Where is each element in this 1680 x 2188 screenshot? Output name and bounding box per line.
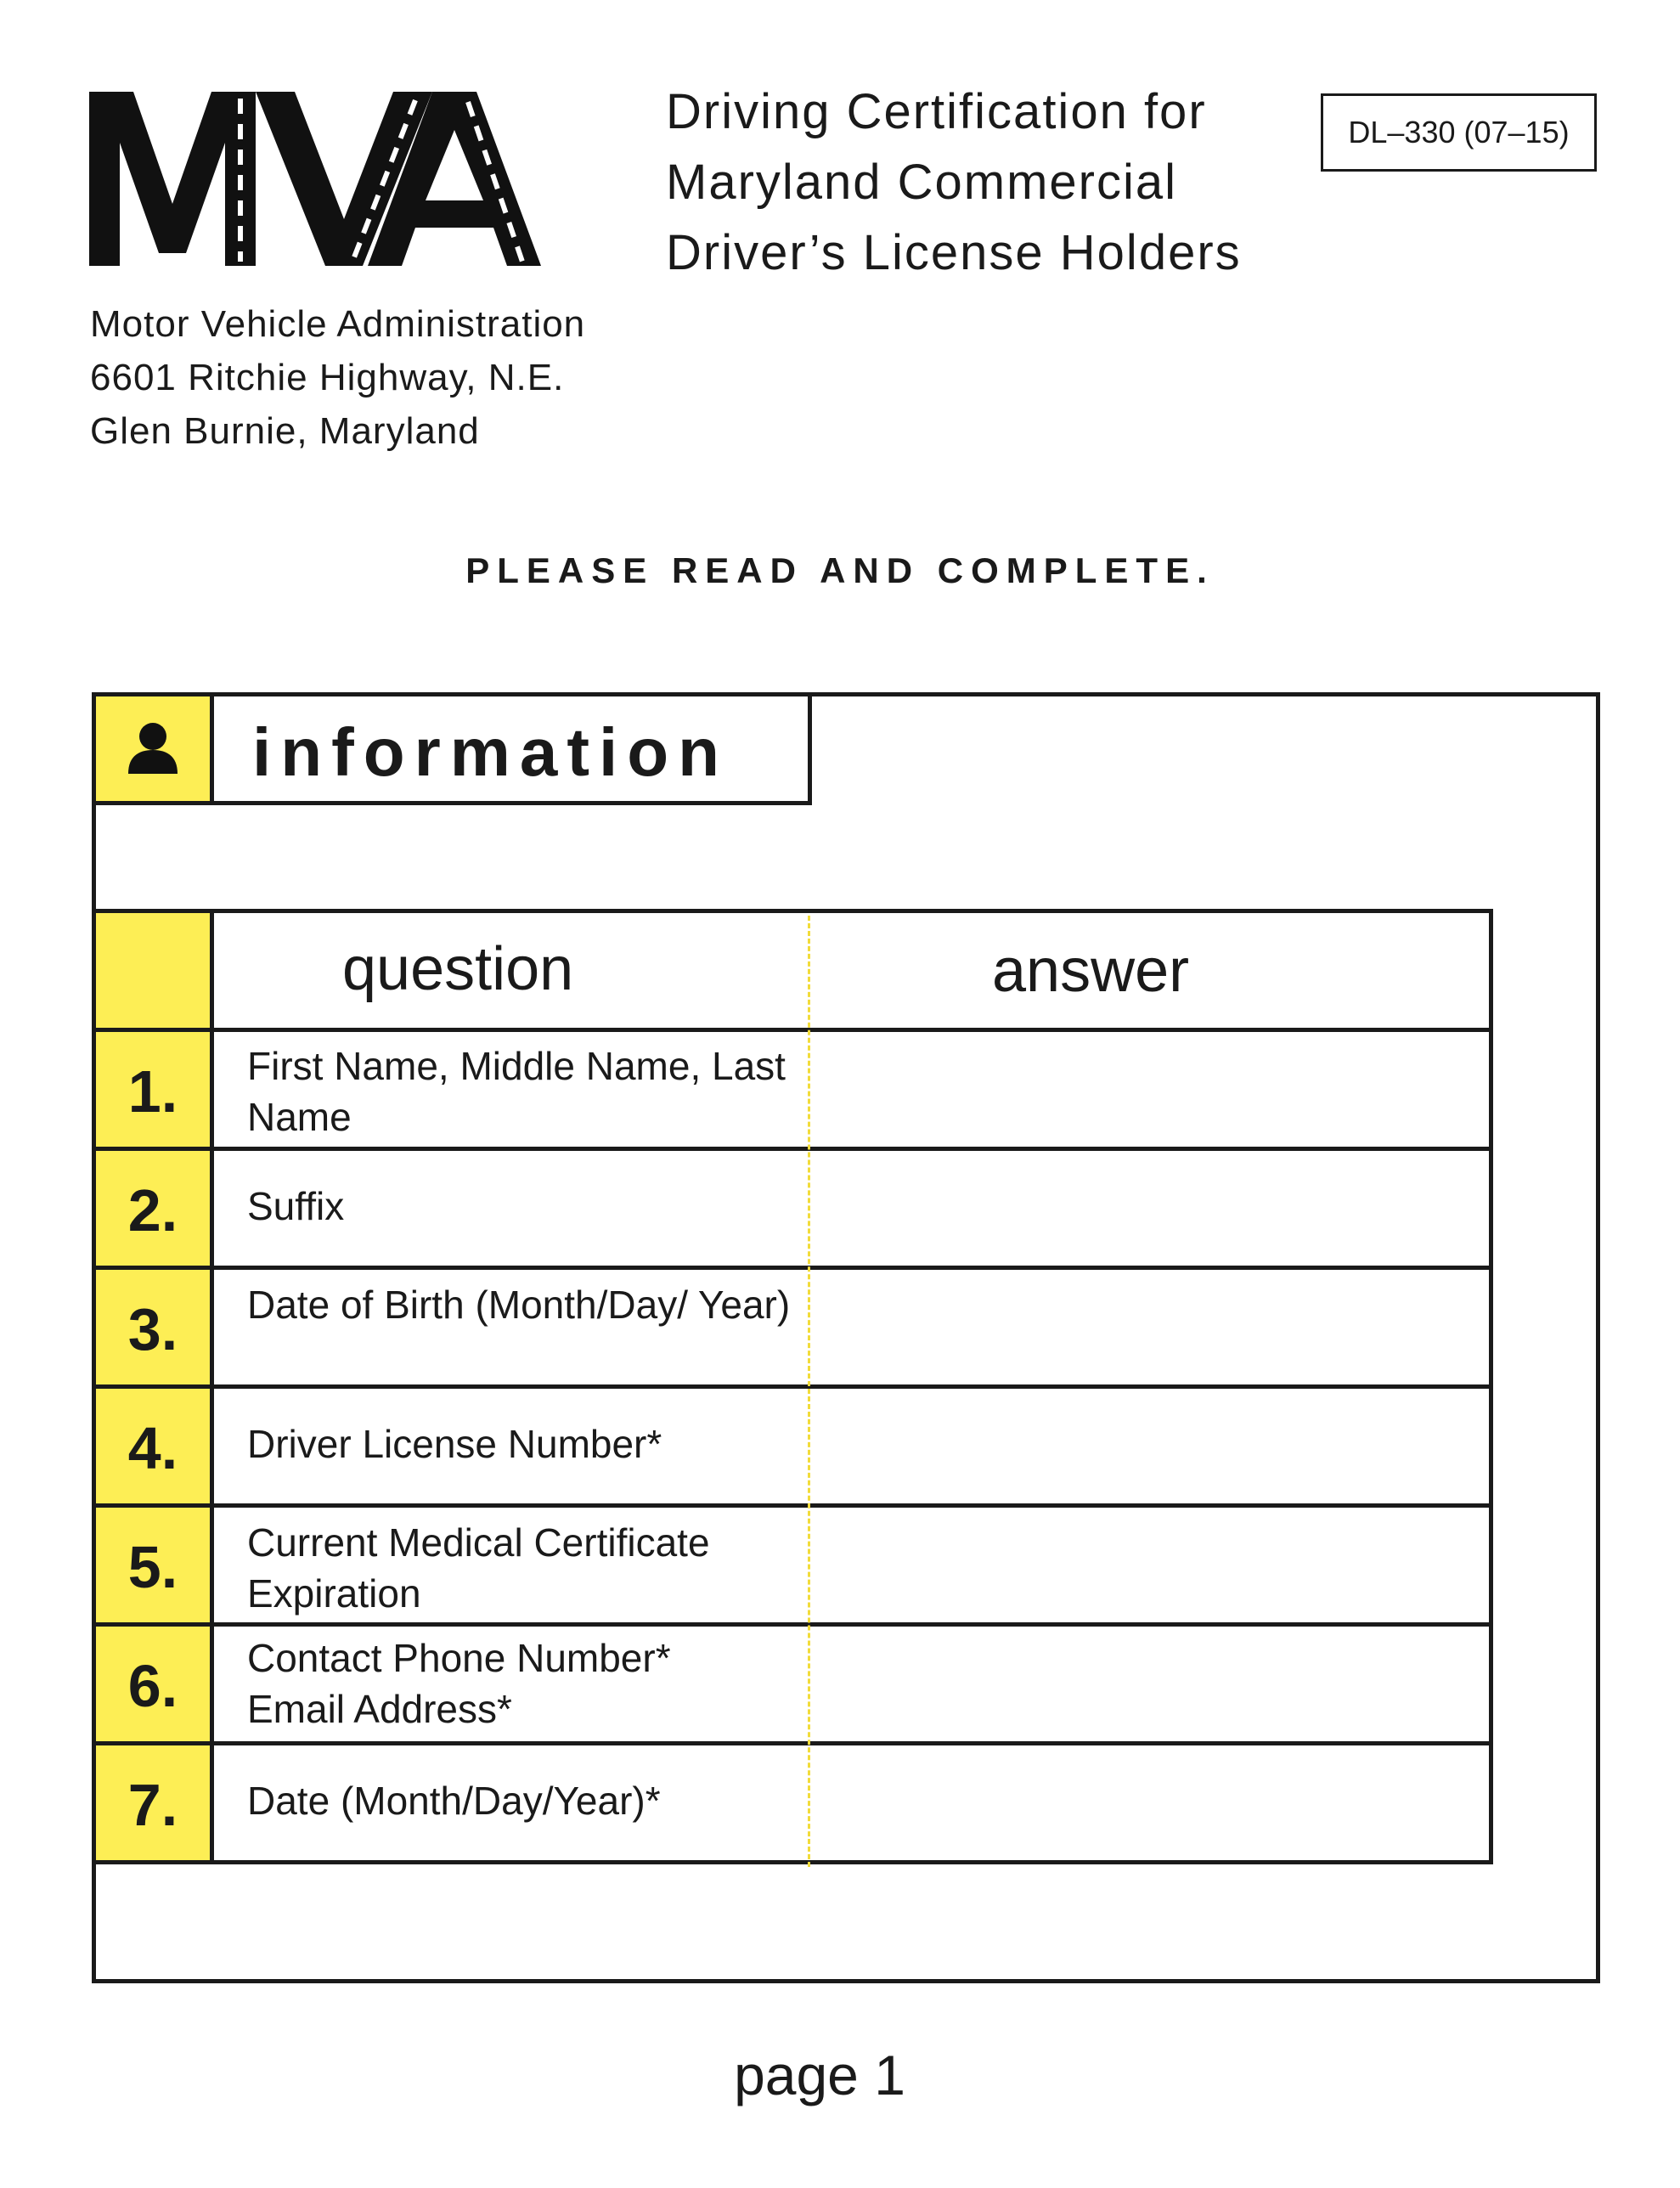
answer-field[interactable] bbox=[814, 1151, 1489, 1266]
row-number: 1. bbox=[127, 1058, 178, 1125]
question-text: Contact Phone Number* Email Address* bbox=[247, 1636, 671, 1731]
question-text: First Name, Middle Name, Last Name bbox=[247, 1044, 786, 1139]
answer-field[interactable] bbox=[814, 1032, 1489, 1147]
instruction-heading: PLEASE READ AND COMPLETE. bbox=[465, 550, 1215, 590]
row-number: 6. bbox=[127, 1653, 178, 1719]
person-icon bbox=[123, 718, 183, 777]
column-header-question: question bbox=[342, 935, 574, 1003]
org-address: 6601 Ritchie Highway, N.E. bbox=[90, 357, 565, 398]
form-title-line-3: Driver’s License Holders bbox=[666, 225, 1242, 280]
row-number: 4. bbox=[127, 1415, 178, 1481]
page-number: page 1 bbox=[734, 2044, 905, 2106]
header-number-cell bbox=[92, 909, 214, 1032]
row-number: 5. bbox=[127, 1534, 178, 1600]
answer-field[interactable] bbox=[814, 1270, 1489, 1384]
column-divider bbox=[808, 916, 810, 1867]
answer-field[interactable] bbox=[814, 1745, 1489, 1860]
question-text: Driver License Number* bbox=[247, 1422, 662, 1466]
org-name: Motor Vehicle Administration bbox=[90, 303, 586, 345]
answer-field[interactable] bbox=[814, 1627, 1489, 1741]
row-number: 2. bbox=[127, 1177, 178, 1243]
row-number: 7. bbox=[127, 1772, 178, 1838]
form-code-box: DL–330 (07–15) bbox=[1321, 93, 1597, 172]
row-number: 3. bbox=[127, 1296, 178, 1362]
org-city: Glen Burnie, Maryland bbox=[90, 410, 480, 452]
column-header-answer: answer bbox=[992, 937, 1190, 1005]
section-icon-cell bbox=[92, 692, 214, 805]
question-text: Date of Birth (Month/Day/ Year) bbox=[247, 1283, 791, 1327]
mva-logo bbox=[89, 92, 616, 266]
question-text: Date (Month/Day/Year)* bbox=[247, 1779, 661, 1823]
question-text: Suffix bbox=[247, 1184, 345, 1228]
answer-field[interactable] bbox=[814, 1389, 1489, 1503]
section-title: information bbox=[252, 714, 729, 790]
form-title-line-1: Driving Certification for bbox=[666, 84, 1207, 139]
answer-field[interactable] bbox=[814, 1508, 1489, 1622]
form-title-line-2: Maryland Commercial bbox=[666, 155, 1178, 210]
question-text: Current Medical Certificate Expiration bbox=[247, 1520, 710, 1616]
information-table bbox=[92, 909, 1493, 1869]
